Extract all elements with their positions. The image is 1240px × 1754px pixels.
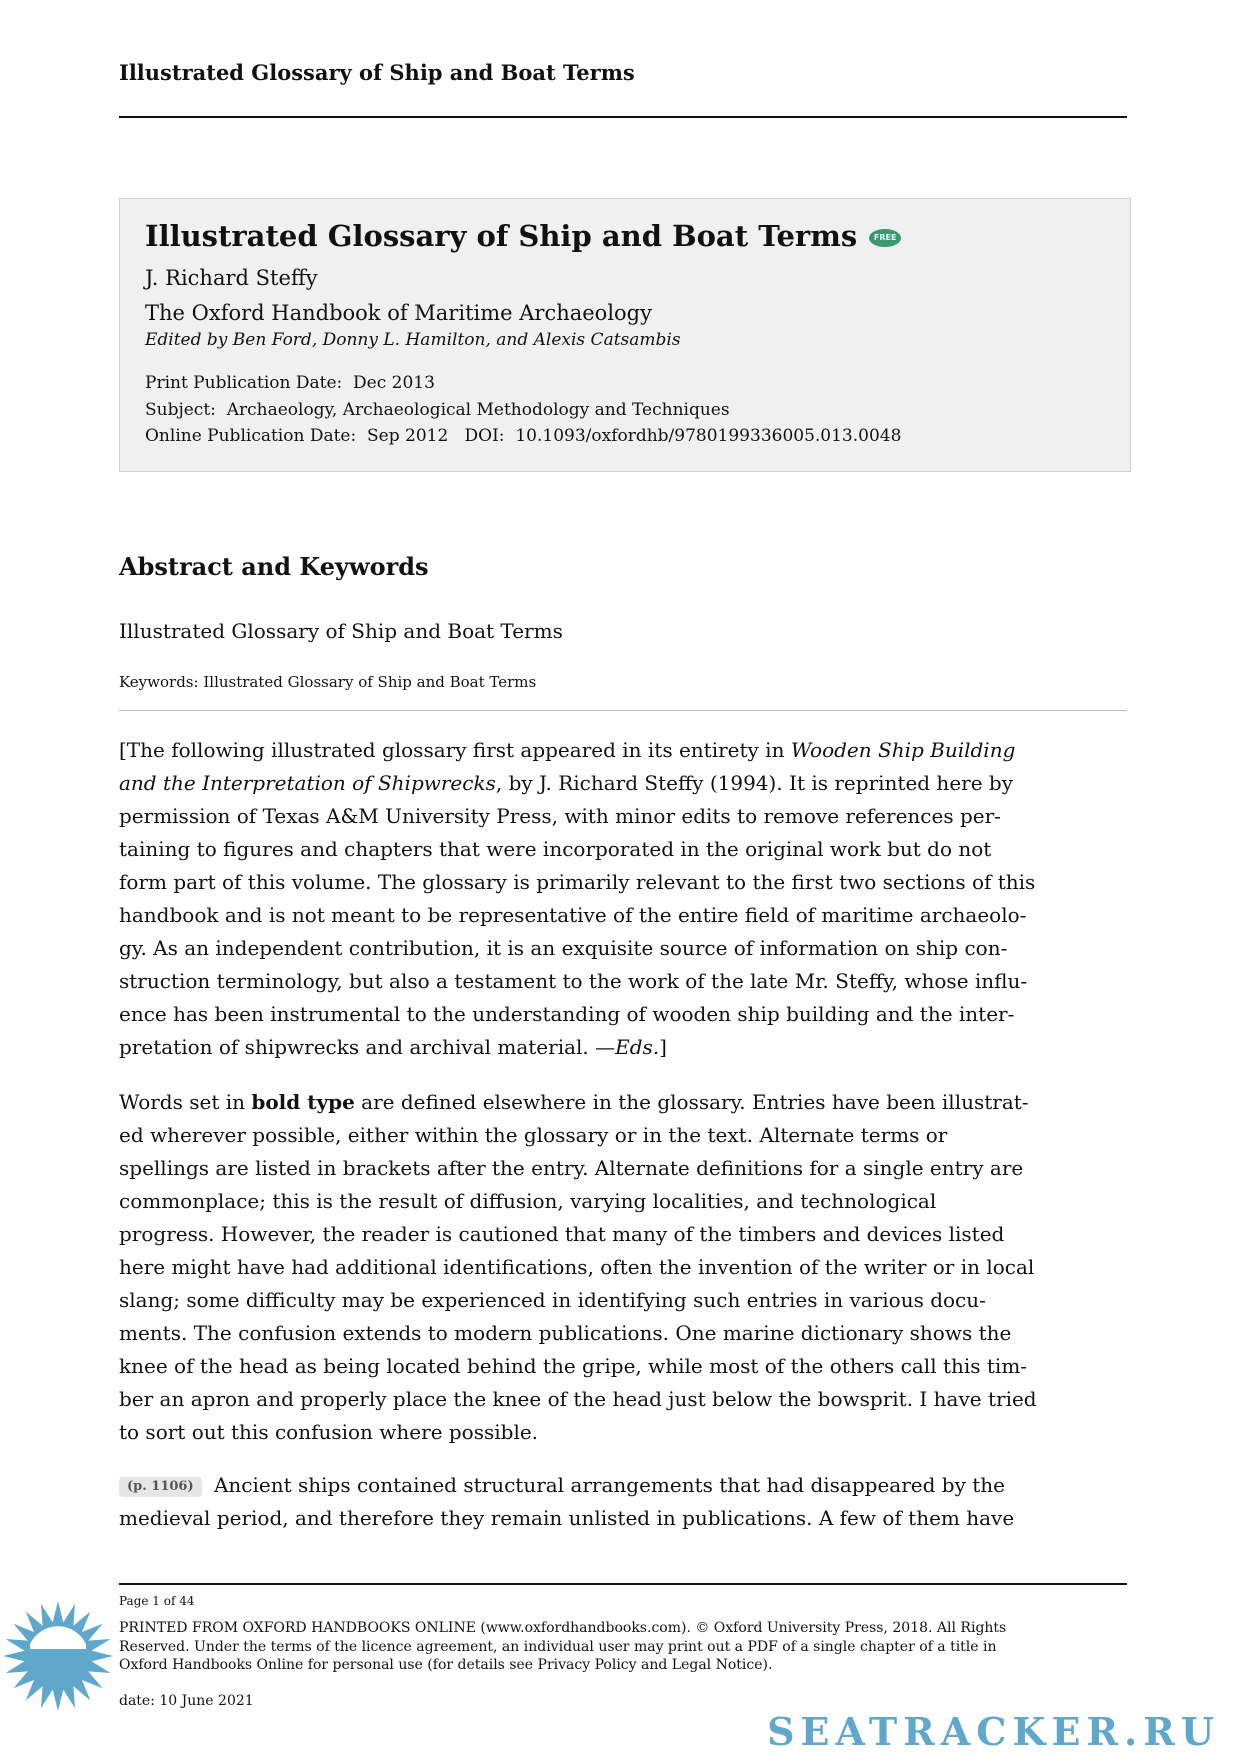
text-line: slang; some difficulty may be experienced in identifying such entries in various docu- [119, 1288, 986, 1312]
author[interactable]: J. Richard Steffy [145, 266, 318, 290]
online-publication-date [145, 426, 901, 446]
text-line: medieval period, and therefore they remain unlisted in publications. A few of them have [119, 1506, 1015, 1530]
abstract-heading: Abstract and Keywords [119, 552, 429, 581]
subject [145, 400, 730, 420]
page-number: Page 1 of 44 [119, 1594, 195, 1608]
chapter-title [145, 219, 901, 253]
value: Dec 2013 [353, 373, 435, 393]
keywords-label: Keywords: [119, 673, 199, 691]
paragraph-ancient-ships [119, 1469, 1129, 1535]
text-line: taining to figures and chapters that were incorporated in the original work but do not [119, 837, 992, 861]
text-line: permission of Texas A&M University Press, with minor edits to remove references per- [119, 804, 1001, 828]
book-title-italic: Wooden Ship Building [790, 738, 1016, 762]
copyright-notice [119, 1619, 1006, 1675]
doi-label: DOI: [464, 426, 505, 446]
chapter-title-text: Illustrated Glossary of Ship and Boat Terms [145, 219, 858, 253]
sunburst-icon [2, 1600, 114, 1712]
notice-line: Reserved. Under the terms of the licence agreement, an individual user may print out a PDF of a single chapter of a title in [119, 1638, 997, 1655]
page-marker: (p. 1106) [119, 1477, 202, 1497]
text: Ancient ships contained structural arrangements that had disappeared by the [207, 1473, 1005, 1497]
value[interactable]: Archaeology, Archaeological Methodology and Techniques [226, 400, 730, 420]
text: pretation of shipwrecks and archival material. — [119, 1035, 616, 1059]
text-line: to sort out this confusion where possible. [119, 1420, 539, 1444]
paragraph-editors-note [119, 734, 1129, 1064]
text-line: handbook and is not meant to be representative of the entire field of maritime archaeolo- [119, 903, 1027, 927]
text-line: spellings are listed in brackets after the entry. Alternate definitions for a single entry are [119, 1156, 1024, 1180]
text: , by J. Richard Steffy (1994). It is reprinted here by [495, 771, 1014, 795]
label: Online Publication Date: [145, 426, 357, 446]
keywords-value: Illustrated Glossary of Ship and Boat Terms [203, 673, 537, 691]
text: ] [659, 1035, 667, 1059]
text-line: ed wherever possible, either within the glossary or in the text. Alternate terms or [119, 1123, 948, 1147]
label: Print Publication Date: [145, 373, 343, 393]
text-line: ence has been instrumental to the understanding of wooden ship building and the inter- [119, 1002, 1015, 1026]
abstract-text: Illustrated Glossary of Ship and Boat Terms [119, 619, 563, 643]
text: Words set in [119, 1090, 252, 1114]
book-title[interactable]: The Oxford Handbook of Maritime Archaeology [145, 301, 652, 325]
text-line: ments. The confusion extends to modern publications. One marine dictionary shows the [119, 1321, 1012, 1345]
abstract-divider [119, 710, 1127, 711]
doi-value[interactable]: 10.1093/oxfordhb/9780199336005.013.0048 [515, 426, 902, 446]
label: Subject: [145, 400, 216, 420]
running-header-title: Illustrated Glossary of Ship and Boat Terms [119, 60, 635, 85]
footer-divider [119, 1583, 1127, 1585]
text-line: struction terminology, but also a testament to the work of the late Mr. Steffy, whose influ- [119, 969, 1028, 993]
text-line: commonplace; this is the result of diffusion, varying localities, and technological [119, 1189, 937, 1213]
eds-italic: Eds. [615, 1035, 660, 1059]
watermark-text: SEATRACKER.RU [767, 1709, 1220, 1754]
keywords [119, 673, 536, 691]
text-line: form part of this volume. The glossary is primarily relevant to the first two sections of this [119, 870, 1036, 894]
free-badge-icon: FREE [869, 229, 901, 247]
text: [The following illustrated glossary first appeared in its entirety in [119, 738, 791, 762]
print-date: date: 10 June 2021 [119, 1693, 254, 1709]
text-line: ber an apron and properly place the knee of the head just below the bowsprit. I have tried [119, 1387, 1037, 1411]
notice-line: PRINTED FROM OXFORD HANDBOOKS ONLINE (www.oxfordhandbooks.com). © Oxford University Press, 2018. All Rights [119, 1620, 1007, 1636]
value: Sep 2012 [367, 426, 449, 446]
bold-text: bold type [251, 1090, 355, 1114]
header-divider [119, 116, 1127, 118]
text: are defined elsewhere in the glossary. Entries have been illustrat- [354, 1090, 1029, 1114]
text-line: gy. As an independent contribution, it is an exquisite source of information on ship con- [119, 936, 1008, 960]
chapter-info-box [119, 198, 1131, 472]
text-line: knee of the head as being located behind the gripe, while most of the others call this tim- [119, 1354, 1028, 1378]
text-line: progress. However, the reader is cautioned that many of the timbers and devices listed [119, 1222, 1005, 1246]
book-title-italic: and the Interpretation of Shipwrecks [119, 771, 496, 795]
paragraph-usage-notes [119, 1086, 1129, 1449]
text-line: here might have had additional identifications, often the invention of the writer or in local [119, 1255, 1035, 1279]
editors: Edited by Ben Ford, Donny L. Hamilton, and Alexis Catsambis [145, 330, 681, 350]
notice-line: Oxford Handbooks Online for personal use (for details see Privacy Policy and Legal Notice). [119, 1657, 773, 1673]
print-publication-date [145, 373, 435, 393]
